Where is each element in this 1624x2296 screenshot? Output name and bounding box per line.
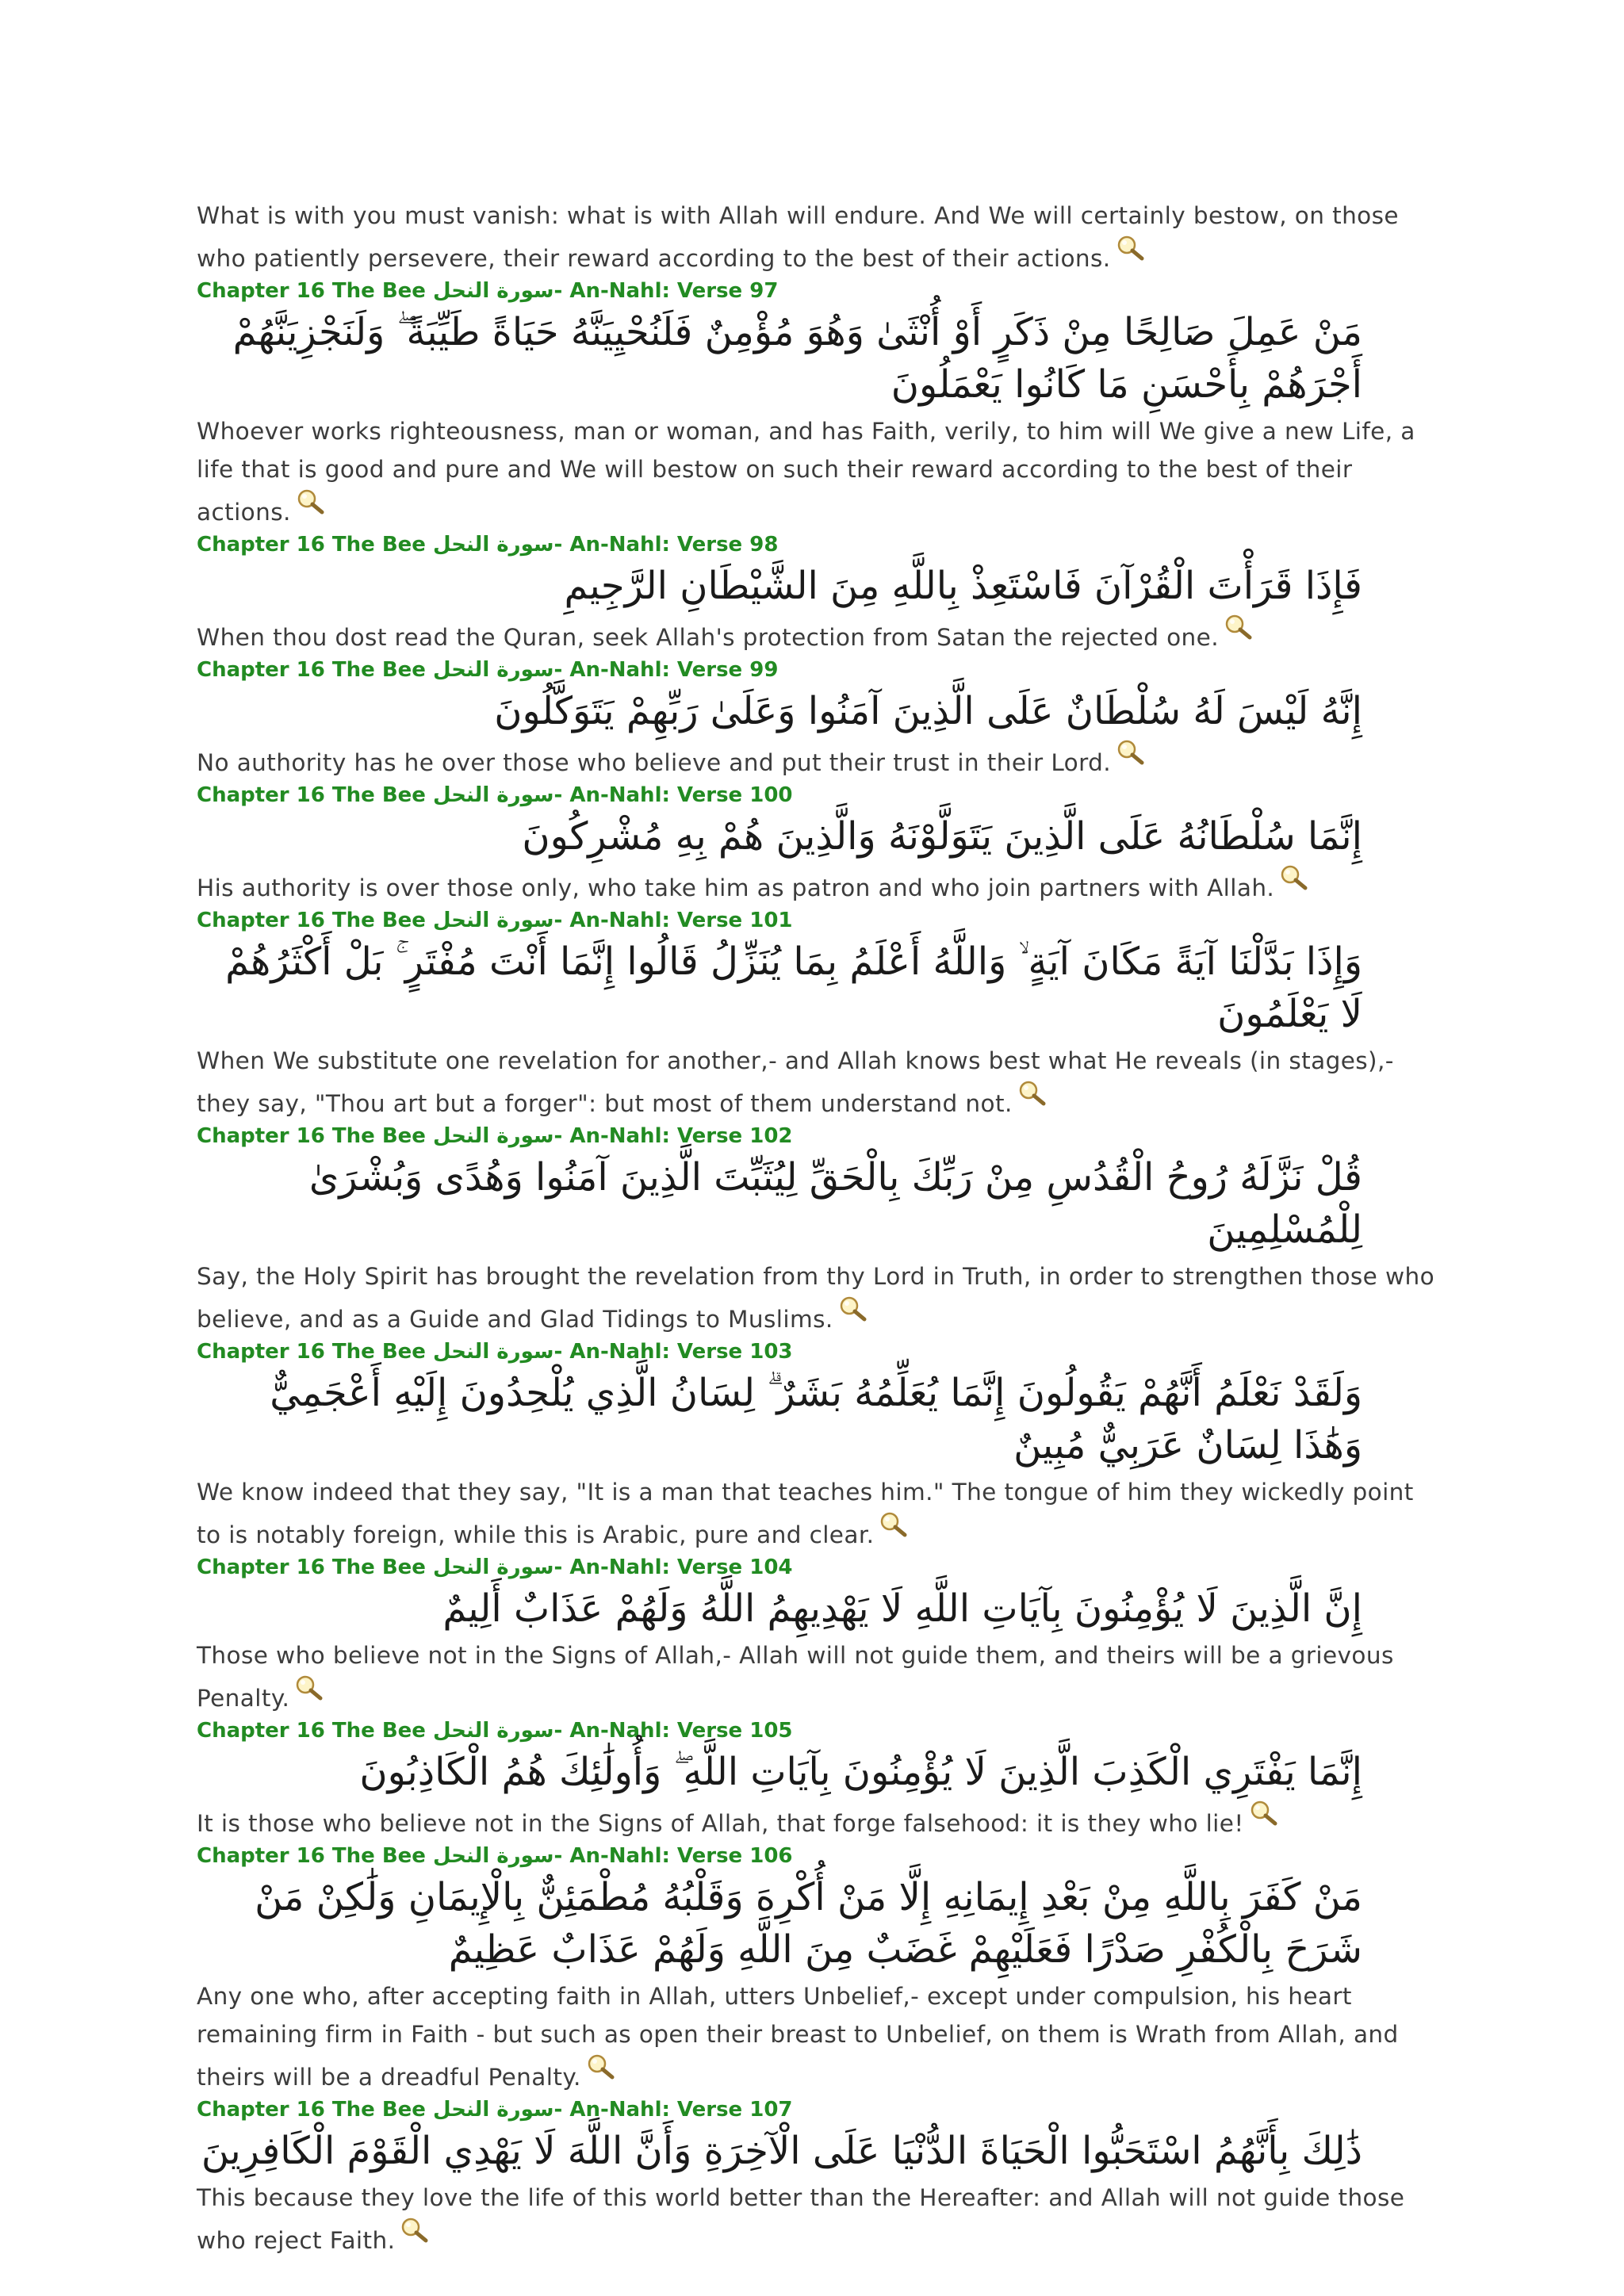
verse-translation: It is those who believe not in the Signs of Allah, that forge falsehood: it is they who lie! bbox=[197, 1800, 1440, 1843]
arabic-verse-text: وَلَقَدْ نَعْلَمُ أَنَّهُمْ يَقُولُونَ إِنَّمَا يُعَلِّمُهُ بَشَرٌ ۗ لِسَانُ الَّذِي يُلْحِدُونَ إِلَيْهِ أَعْجَمِيٌّ وَهَٰذَا لِسَانٌ عَرَبِيٌّ مُبِينٌ bbox=[270, 1371, 1362, 1468]
surah-arabic-name: سورة النحل bbox=[433, 279, 554, 303]
magnifier-icon[interactable] bbox=[879, 1511, 909, 1538]
verse-translation: No authority has he over those who believe and put their trust in their Lord. bbox=[197, 739, 1440, 782]
arabic-verse-text: قُلْ نَزَّلَهُ رُوحُ الْقُدُسِ مِنْ رَبِّكَ بِالْحَقِّ لِيُثَبِّتَ الَّذِينَ آمَنُوا وَهُدًى وَبُشْرَىٰ لِلْمُسْلِمِينَ bbox=[308, 1155, 1362, 1252]
surah-arabic-name: سورة النحل bbox=[433, 533, 554, 557]
verse-header bbox=[197, 1717, 1440, 1744]
verse-translation: We know indeed that they say, "It is a man that teaches him." The tongue of him they wickedly point to is notably foreign, while this is Arabic, pure and clear. bbox=[197, 1479, 1414, 1548]
chapter-label: Chapter 16 The Bee bbox=[197, 783, 426, 807]
magnifier-icon[interactable] bbox=[838, 1295, 868, 1322]
verse-item bbox=[197, 1338, 1440, 1554]
verse-list bbox=[197, 277, 1440, 2260]
magnifier-icon[interactable] bbox=[1224, 614, 1254, 641]
intro-verse bbox=[197, 197, 1440, 277]
verse-header bbox=[197, 1843, 1440, 1869]
surah-arabic-name: سورة النحل bbox=[433, 1844, 554, 1868]
surah-arabic-name: سورة النحل bbox=[433, 1340, 554, 1364]
verse-reference: - An-Nahl: Verse 105 bbox=[553, 1719, 793, 1743]
magnifier-icon[interactable] bbox=[296, 488, 326, 515]
verse-reference: - An-Nahl: Verse 104 bbox=[553, 1556, 793, 1579]
verse-reference: - An-Nahl: Verse 100 bbox=[553, 783, 793, 807]
magnifier-icon[interactable] bbox=[1017, 1080, 1048, 1107]
chapter-label: Chapter 16 The Bee bbox=[197, 909, 426, 932]
intro-translation: What is with you must vanish: what is with Allah will endure. And We will certainly bestow, on those who patiently persevere, their reward according to the best of their actions. bbox=[197, 202, 1399, 272]
verse-item bbox=[197, 277, 1440, 531]
verse-header bbox=[197, 1338, 1440, 1365]
chapter-label: Chapter 16 The Bee bbox=[197, 1340, 426, 1364]
verse-reference: - An-Nahl: Verse 106 bbox=[553, 1844, 793, 1868]
verse-translation: Say, the Holy Spirit has brought the revelation from thy Lord in Truth, in order to strengthen those who believe, and as a Guide and Glad Tidings to Muslims. bbox=[197, 1263, 1435, 1333]
surah-arabic-name: سورة النحل bbox=[433, 783, 554, 807]
verse-reference: - An-Nahl: Verse 103 bbox=[553, 1340, 793, 1364]
verse-translation: When We substitute one revelation for another,- and Allah knows best what He reveals (in stages),- they say, "Thou art but a forger": but most of them understand not. bbox=[197, 1047, 1394, 1117]
verse-translation: His authority is over those only, who take him as patron and who join partners with Allah. bbox=[197, 864, 1440, 907]
surah-arabic-name: سورة النحل bbox=[433, 909, 554, 932]
verse-item bbox=[197, 1554, 1440, 1717]
verse-header bbox=[197, 1554, 1440, 1581]
verse-reference: - An-Nahl: Verse 101 bbox=[553, 909, 793, 932]
arabic-verse-text: إِنَّهُ لَيْسَ لَهُ سُلْطَانٌ عَلَى الَّذِينَ آمَنُوا وَعَلَىٰ رَبِّهِمْ يَتَوَكَّلُونَ bbox=[494, 689, 1362, 733]
verse-translation: When thou dost read the Quran, seek Allah's protection from Satan the rejected one. bbox=[197, 614, 1440, 656]
arabic-verse-text: إِنَّمَا سُلْطَانُهُ عَلَى الَّذِينَ يَتَوَلَّوْنَهُ وَالَّذِينَ هُمْ بِهِ مُشْرِكُونَ bbox=[522, 814, 1362, 859]
verse-header bbox=[197, 907, 1440, 934]
magnifier-icon[interactable] bbox=[400, 2217, 430, 2244]
chapter-label: Chapter 16 The Bee bbox=[197, 1844, 426, 1868]
magnifier-icon[interactable] bbox=[294, 1674, 324, 1701]
verse-item bbox=[197, 2096, 1440, 2260]
chapter-label: Chapter 16 The Bee bbox=[197, 279, 426, 303]
verse-item bbox=[197, 1843, 1440, 2096]
verse-reference: - An-Nahl: Verse 99 bbox=[553, 658, 779, 682]
chapter-label: Chapter 16 The Bee bbox=[197, 2098, 426, 2122]
verse-item bbox=[197, 782, 1440, 907]
surah-arabic-name: سورة النحل bbox=[433, 1719, 554, 1743]
verse-reference: - An-Nahl: Verse 107 bbox=[553, 2098, 793, 2122]
chapter-label: Chapter 16 The Bee bbox=[197, 1556, 426, 1579]
magnifier-icon[interactable] bbox=[1279, 864, 1309, 891]
magnifier-icon[interactable] bbox=[586, 2053, 616, 2080]
verse-reference: - An-Nahl: Verse 97 bbox=[553, 279, 779, 303]
surah-arabic-name: سورة النحل bbox=[433, 658, 554, 682]
surah-arabic-name: سورة النحل bbox=[433, 2098, 554, 2122]
verse-translation: This because they love the life of this world better than the Hereafter: and Allah will not guide those who reject Faith. bbox=[197, 2184, 1405, 2254]
verse-translation: Any one who, after accepting faith in Allah, utters Unbelief,- except under compulsion, his heart remaining firm in Faith - but such as open their breast to Unbelief, on them is Wrath from Allah, and theirs will be a dreadful Penalty. bbox=[197, 1983, 1399, 2091]
magnifier-icon[interactable] bbox=[1116, 739, 1146, 766]
verse-header bbox=[197, 277, 1440, 304]
verse-item bbox=[197, 907, 1440, 1123]
verse-item bbox=[197, 1717, 1440, 1843]
verse-item bbox=[197, 656, 1440, 782]
verse-translation: Whoever works righteousness, man or woman, and has Faith, verily, to him will We give a new Life, a life that is good and pure and We will bestow on such their reward according to the best of their actions. bbox=[197, 418, 1415, 526]
magnifier-icon[interactable] bbox=[1116, 235, 1146, 262]
arabic-verse-text: مَنْ عَمِلَ صَالِحًا مِنْ ذَكَرٍ أَوْ أُنْثَىٰ وَهُوَ مُؤْمِنٌ فَلَنُحْيِيَنَّهُ حَيَاةً طَيِّبَةً ۖ وَلَنَجْزِيَنَّهُمْ أَجْرَهُمْ بِأَحْسَنِ مَا كَانُوا يَعْمَلُونَ bbox=[232, 310, 1362, 407]
surah-arabic-name: سورة النحل bbox=[433, 1556, 554, 1579]
verse-item bbox=[197, 531, 1440, 656]
arabic-verse-text: إِنَّ الَّذِينَ لَا يُؤْمِنُونَ بِآيَاتِ اللَّهِ لَا يَهْدِيهِمُ اللَّهُ وَلَهُمْ عَذَابٌ أَلِيمٌ bbox=[442, 1586, 1362, 1631]
document-page bbox=[197, 197, 1440, 2260]
chapter-label: Chapter 16 The Bee bbox=[197, 533, 426, 557]
verse-item bbox=[197, 1123, 1440, 1338]
arabic-verse-text: ذَٰلِكَ بِأَنَّهُمُ اسْتَحَبُّوا الْحَيَاةَ الدُّنْيَا عَلَى الْآخِرَةِ وَأَنَّ اللَّهَ لَا يَهْدِي الْقَوْمَ الْكَافِرِينَ bbox=[201, 2129, 1362, 2173]
chapter-label: Chapter 16 The Bee bbox=[197, 658, 426, 682]
chapter-label: Chapter 16 The Bee bbox=[197, 1719, 426, 1743]
chapter-label: Chapter 16 The Bee bbox=[197, 1124, 426, 1148]
verse-translation: Those who believe not in the Signs of Allah,- Allah will not guide them, and theirs will be a grievous Penalty. bbox=[197, 1642, 1394, 1712]
verse-reference: - An-Nahl: Verse 102 bbox=[553, 1124, 793, 1148]
arabic-verse-text: إِنَّمَا يَفْتَرِي الْكَذِبَ الَّذِينَ لَا يُؤْمِنُونَ بِآيَاتِ اللَّهِ ۖ وَأُولَٰئِكَ هُمُ الْكَاذِبُونَ bbox=[359, 1750, 1362, 1794]
verse-header bbox=[197, 1123, 1440, 1150]
verse-header bbox=[197, 531, 1440, 558]
arabic-verse-text: فَإِذَا قَرَأْتَ الْقُرْآنَ فَاسْتَعِذْ بِاللَّهِ مِنَ الشَّيْطَانِ الرَّجِيمِ bbox=[564, 564, 1362, 608]
arabic-verse-text: وَإِذَا بَدَّلْنَا آيَةً مَكَانَ آيَةٍ ۙ وَاللَّهُ أَعْلَمُ بِمَا يُنَزِّلُ قَالُوا إِنَّمَا أَنْتَ مُفْتَرٍ ۚ بَلْ أَكْثَرُهُمْ لَا يَعْلَمُونَ bbox=[225, 939, 1362, 1036]
arabic-verse-text: مَنْ كَفَرَ بِاللَّهِ مِنْ بَعْدِ إِيمَانِهِ إِلَّا مَنْ أُكْرِهَ وَقَلْبُهُ مُطْمَئِنٌّ بِالْإِيمَانِ وَلَٰكِنْ مَنْ شَرَحَ بِالْكُفْرِ صَدْرًا فَعَلَيْهِمْ غَضَبٌ مِنَ اللَّهِ وَلَهُمْ عَذَابٌ عَظِيمٌ bbox=[255, 1875, 1362, 1972]
verse-header bbox=[197, 2096, 1440, 2123]
surah-arabic-name: سورة النحل bbox=[433, 1124, 554, 1148]
verse-reference: - An-Nahl: Verse 98 bbox=[553, 533, 779, 557]
magnifier-icon[interactable] bbox=[1249, 1800, 1279, 1827]
verse-header bbox=[197, 656, 1440, 683]
verse-header bbox=[197, 782, 1440, 809]
